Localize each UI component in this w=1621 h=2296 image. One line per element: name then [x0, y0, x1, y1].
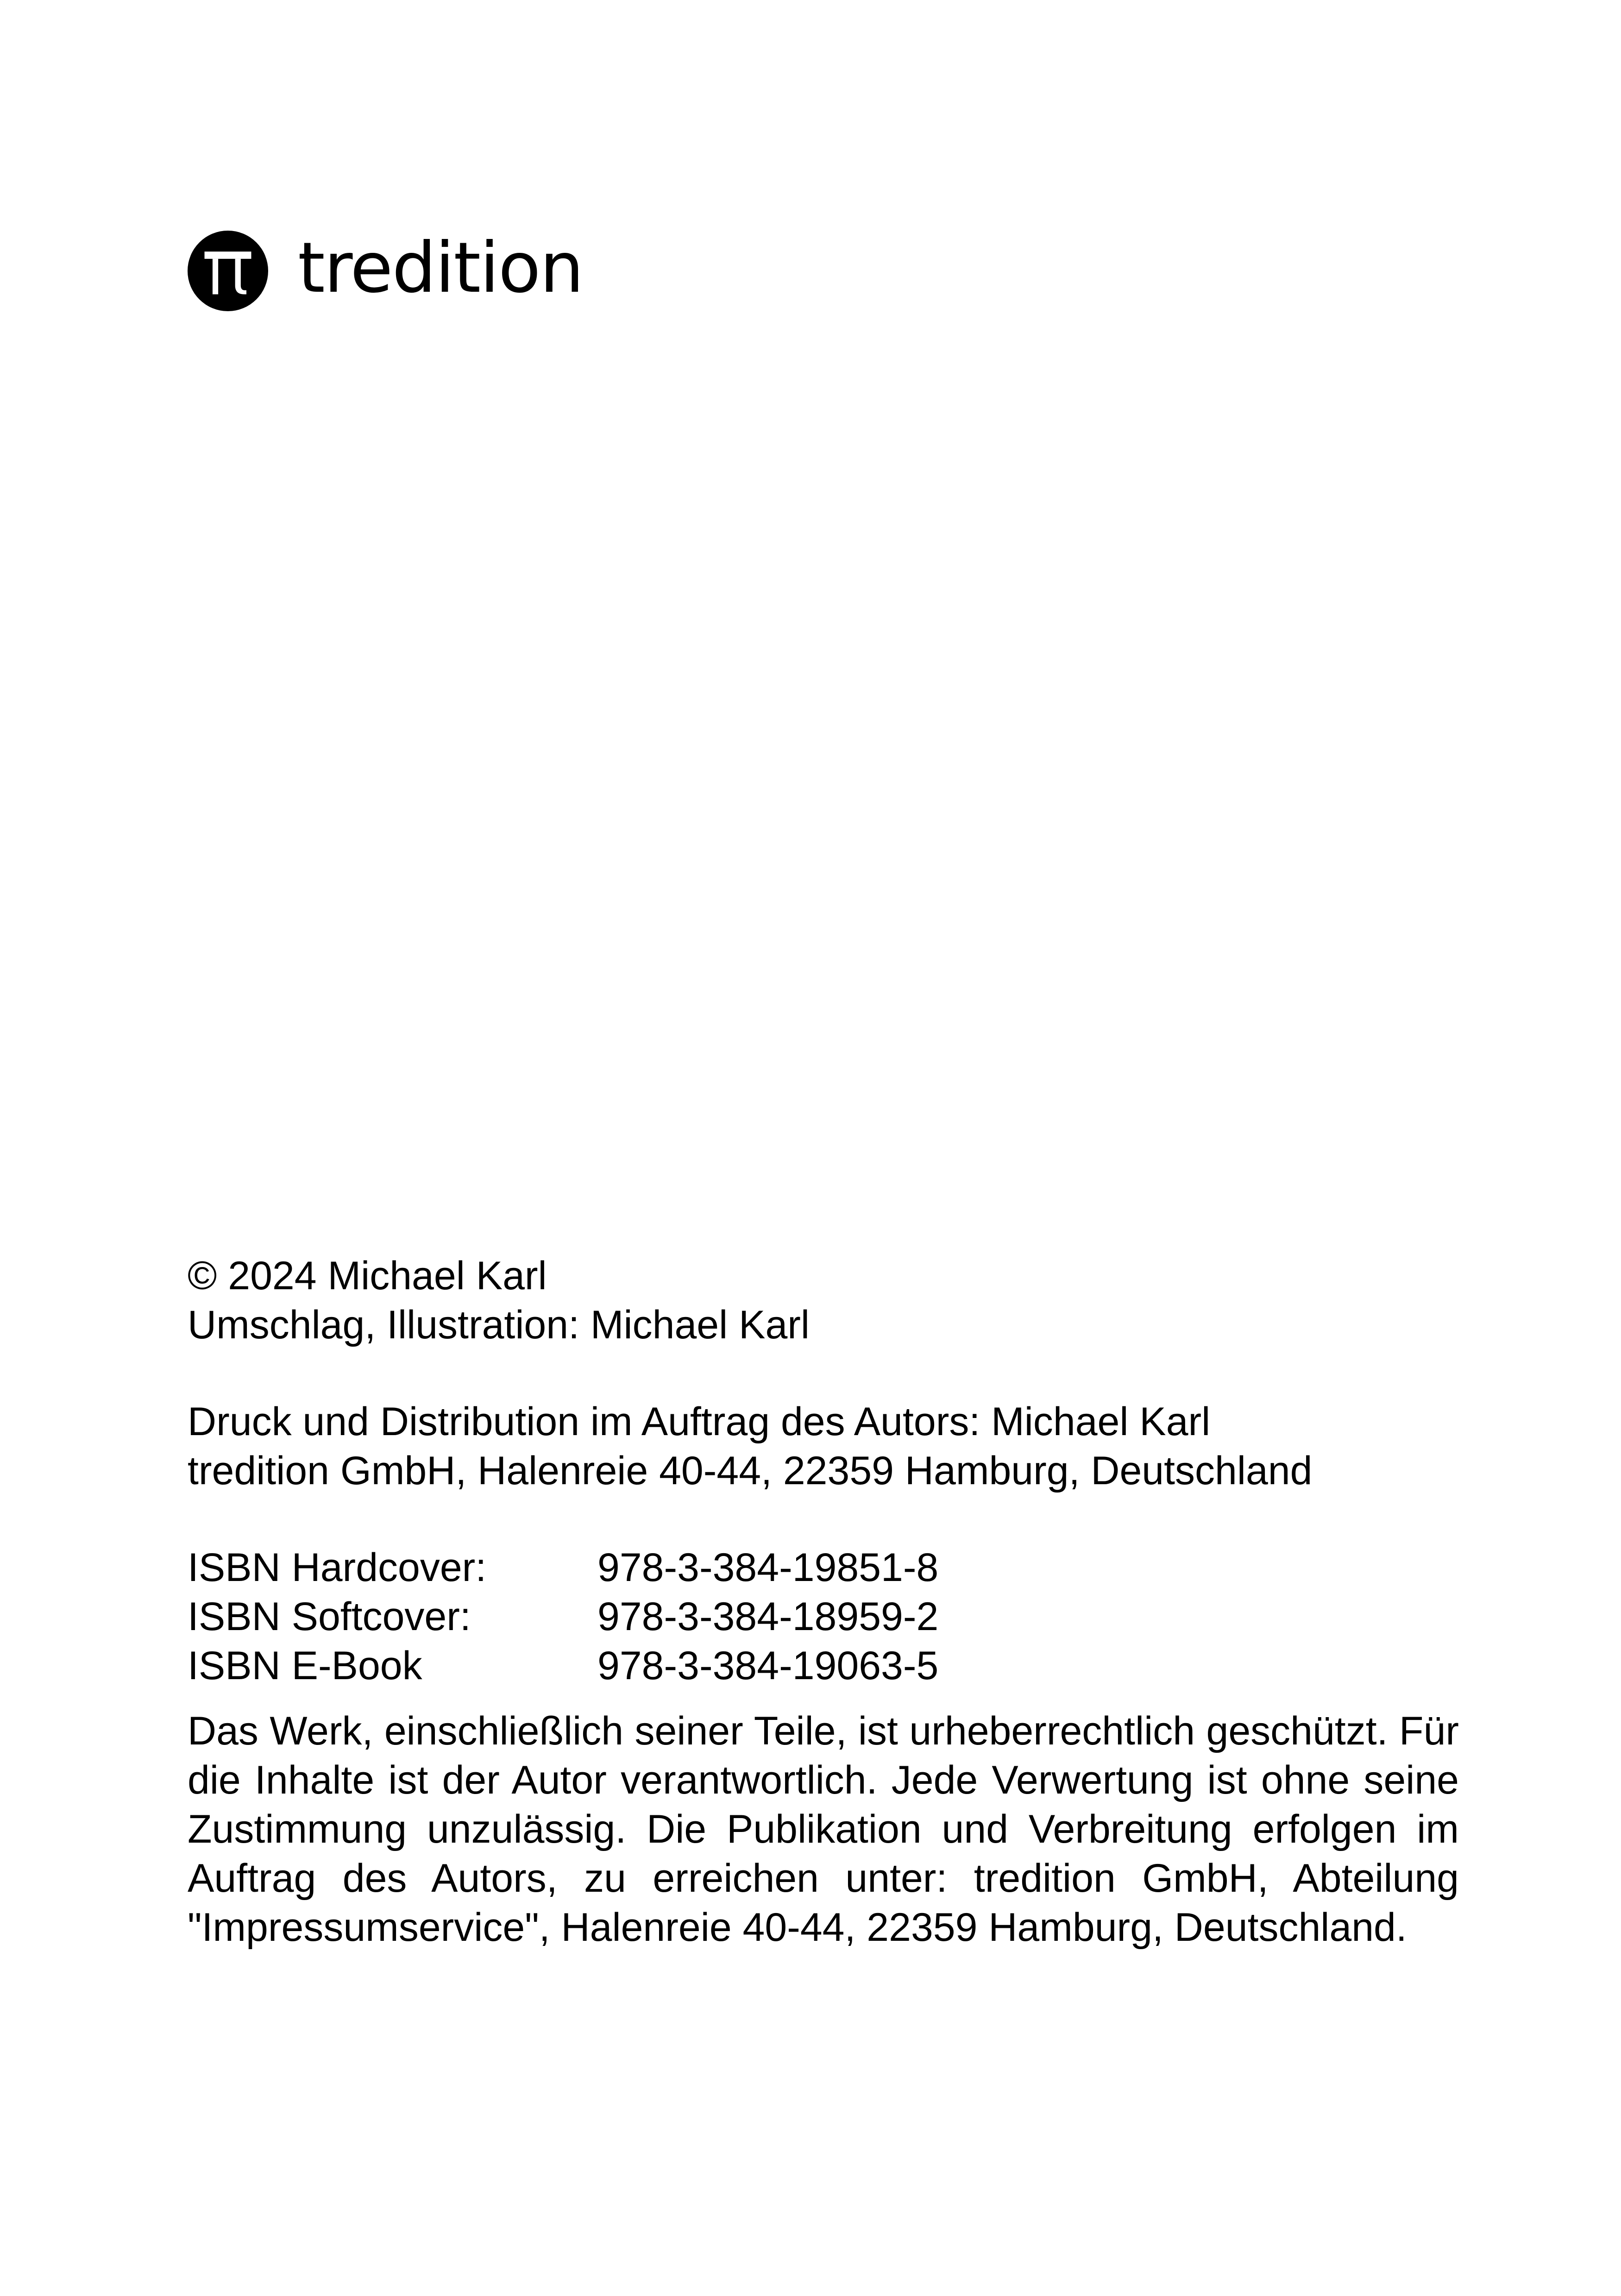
isbn-value: 978-3-384-19851-8	[597, 1545, 939, 1590]
publisher-name: tredition	[298, 228, 583, 308]
isbn-value: 978-3-384-18959-2	[597, 1594, 939, 1639]
spacer	[188, 1349, 1459, 1397]
isbn-label: ISBN E-Book	[188, 1644, 422, 1688]
tredition-t-circle-icon	[188, 231, 268, 311]
publisher-logo	[188, 229, 583, 313]
spacer	[188, 1495, 1459, 1543]
distribution-line: Druck und Distribution im Auftrag des Autors: Michael Karl	[188, 1399, 1211, 1444]
isbn-label: ISBN Softcover:	[188, 1594, 471, 1639]
imprint-block	[188, 1251, 1459, 1952]
cover-credit: Umschlag, Illustration: Michael Karl	[188, 1303, 810, 1347]
isbn-softcover-row	[188, 1592, 1459, 1641]
publisher-address: tredition GmbH, Halenreie 40-44, 22359 Hamburg, Deutschland	[188, 1449, 1313, 1493]
isbn-ebook-row	[188, 1641, 1459, 1690]
isbn-value: 978-3-384-19063-5	[597, 1644, 939, 1688]
copyright-line: © 2024 Michael Karl	[188, 1254, 547, 1298]
isbn-label: ISBN Hardcover:	[188, 1545, 487, 1590]
isbn-hardcover-row	[188, 1543, 1459, 1592]
copyright-notice: Das Werk, einschließlich seiner Teile, ist urheberrechtlich geschützt. Für die Inhalte ist der Autor verantwortlich. Jede Verwertung ist ohne seine Zustimmung unzulässig. Die Publikation und Verbreitung erfolgen im Auftrag des Autors, zu erreichen unter: tredition GmbH, Abteilung "Impressumservice", Halenreie 40-44, 22359 Hamburg, Deutschland.	[188, 1709, 1459, 1950]
